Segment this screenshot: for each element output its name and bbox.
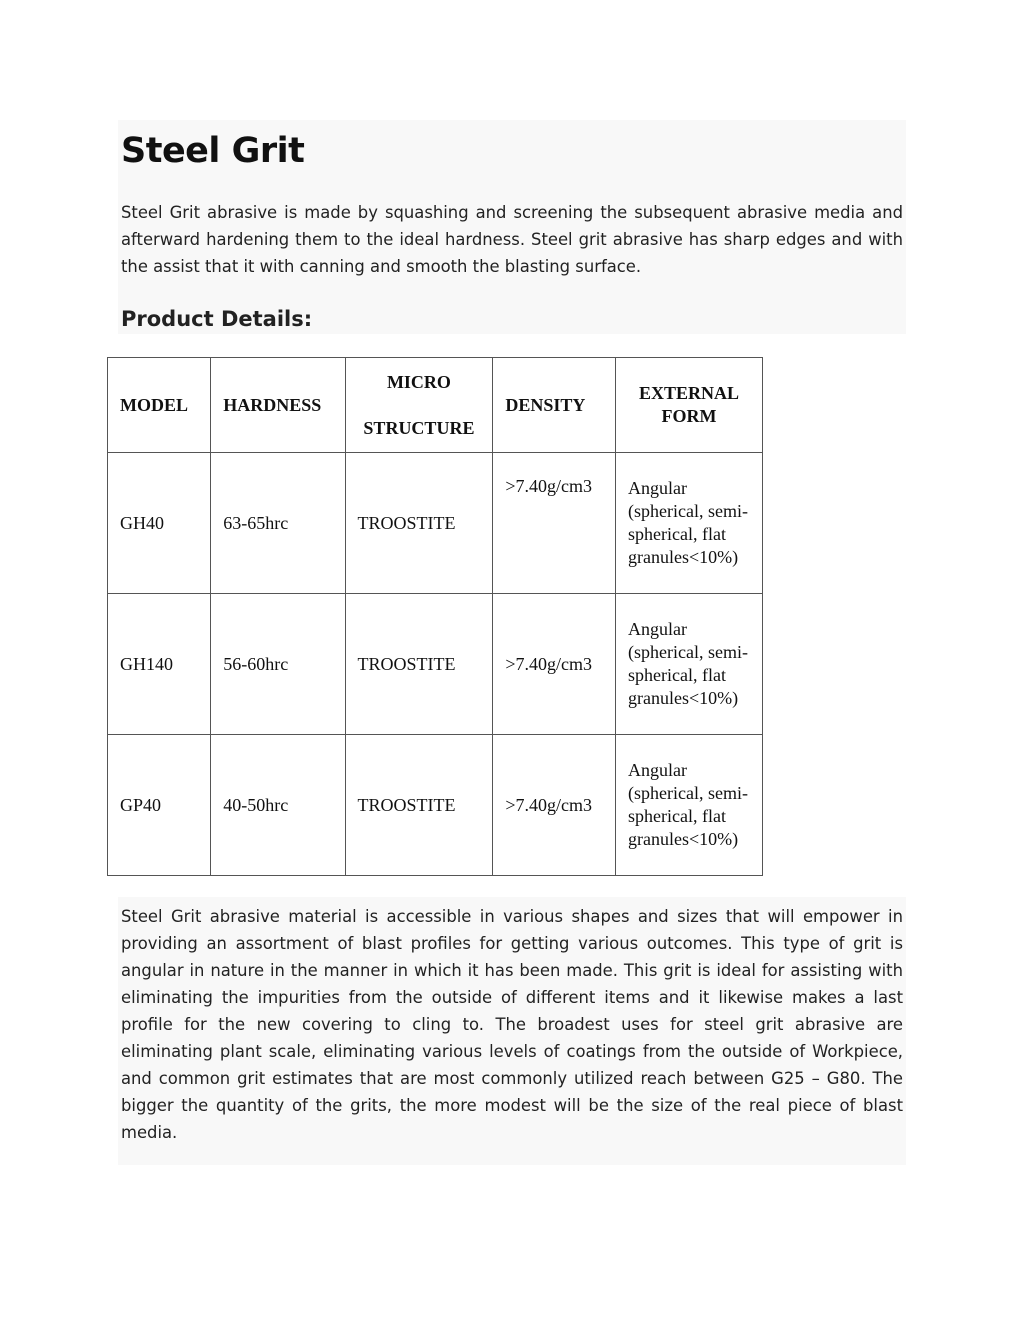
header-micro-line1: MICRO xyxy=(386,371,451,392)
cell-model: GP40 xyxy=(108,735,211,876)
cell-density xyxy=(493,453,616,594)
header-model: MODEL xyxy=(108,358,211,453)
cell-model: GH40 xyxy=(108,453,211,594)
cell-density-text: >7.40g/cm3 xyxy=(505,476,593,496)
cell-micro-structure: TROOSTITE xyxy=(345,594,493,735)
closing-paragraph: Steel Grit abrasive material is accessible in various shapes and sizes that will empower in providing an assortment of blast profiles for getting various outcomes. This type of grit is angular in nature in the manner in which it has been made. This grit is ideal for assisting with eliminating the impurities from the outside of different items and it likewise makes a last profile for the new covering to cling to. The broadest uses for steel grit abrasive are eliminating plant scale, eliminating various levels of coatings from the outside of Workpiece, and common grit estimates that are most commonly utilized reach between G25 – G80. The bigger the quantity of the grits, the more modest will be the size of the real piece of blast media. xyxy=(121,907,903,1142)
table-row xyxy=(108,735,763,876)
cell-density: >7.40g/cm3 xyxy=(493,594,616,735)
intro-paragraph: Steel Grit abrasive is made by squashing and screening the subsequent abrasive media and afterward hardening them to the ideal hardness. Steel grit abrasive has sharp edges and with the assist that it with canning and smooth the blasting surface. xyxy=(121,203,903,276)
header-external-form: EXTERNAL FORM xyxy=(616,358,763,453)
cell-hardness: 40-50hrc xyxy=(211,735,345,876)
cell-external-form: Angular (spherical, semi-spherical, flat granules<10%) xyxy=(616,735,763,876)
header-micro-line2: STRUCTURE xyxy=(363,417,475,438)
header-micro-structure xyxy=(345,358,493,453)
page-title: Steel Grit xyxy=(121,131,305,171)
cell-hardness: 63-65hrc xyxy=(211,453,345,594)
cell-hardness: 56-60hrc xyxy=(211,594,345,735)
header-hardness: HARDNESS xyxy=(211,358,345,453)
header-density: DENSITY xyxy=(493,358,616,453)
cell-external-form: Angular (spherical, semi-spherical, flat granules<10%) xyxy=(616,594,763,735)
product-details-table xyxy=(107,357,763,876)
section-heading: Product Details: xyxy=(121,307,313,331)
table-header-row xyxy=(108,358,763,453)
table-row xyxy=(108,594,763,735)
cell-micro-structure: TROOSTITE xyxy=(345,735,493,876)
cell-external-form: Angular (spherical, semi-spherical, flat granules<10%) xyxy=(616,453,763,594)
cell-model: GH140 xyxy=(108,594,211,735)
cell-density: >7.40g/cm3 xyxy=(493,735,616,876)
table-row xyxy=(108,453,763,594)
cell-micro-structure: TROOSTITE xyxy=(345,453,493,594)
